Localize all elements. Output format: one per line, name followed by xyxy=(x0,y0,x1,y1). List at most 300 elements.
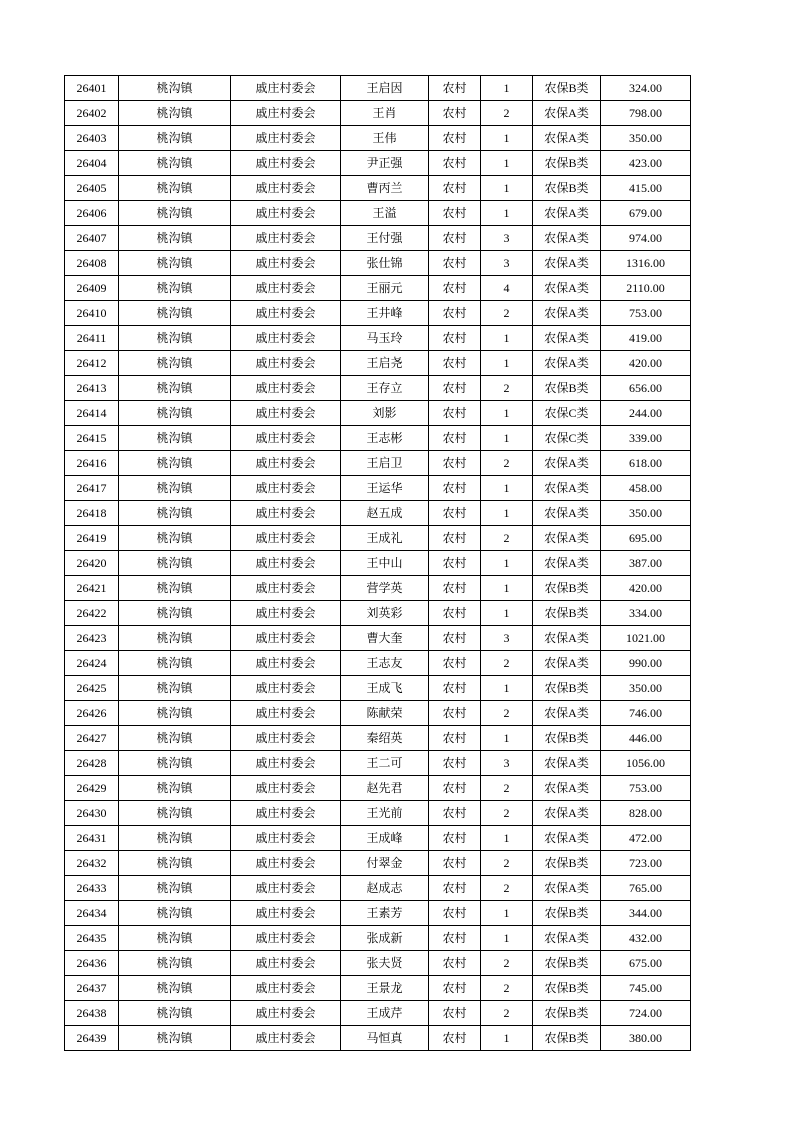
table-row xyxy=(65,676,691,701)
cell-person-count: 2 xyxy=(481,101,533,126)
cell-village-committee: 戚庄村委会 xyxy=(231,851,341,876)
cell-amount: 656.00 xyxy=(601,376,691,401)
cell-person-count: 3 xyxy=(481,626,533,651)
cell-record-id: 26418 xyxy=(65,501,119,526)
cell-household-type: 农村 xyxy=(429,801,481,826)
cell-village-committee: 戚庄村委会 xyxy=(231,526,341,551)
cell-amount: 446.00 xyxy=(601,726,691,751)
cell-insurance-category: 农保A类 xyxy=(533,751,601,776)
cell-record-id: 26422 xyxy=(65,601,119,626)
cell-person-count: 1 xyxy=(481,501,533,526)
table-row xyxy=(65,576,691,601)
cell-village-committee: 戚庄村委会 xyxy=(231,801,341,826)
cell-insurance-category: 农保A类 xyxy=(533,926,601,951)
table-row xyxy=(65,651,691,676)
cell-person-name: 张夫贤 xyxy=(341,951,429,976)
cell-person-count: 2 xyxy=(481,1001,533,1026)
cell-household-type: 农村 xyxy=(429,851,481,876)
table-row xyxy=(65,151,691,176)
cell-amount: 679.00 xyxy=(601,201,691,226)
cell-insurance-category: 农保A类 xyxy=(533,776,601,801)
cell-village-committee: 戚庄村委会 xyxy=(231,826,341,851)
cell-amount: 344.00 xyxy=(601,901,691,926)
cell-person-name: 王肖 xyxy=(341,101,429,126)
cell-village-committee: 戚庄村委会 xyxy=(231,301,341,326)
cell-record-id: 26414 xyxy=(65,401,119,426)
cell-record-id: 26410 xyxy=(65,301,119,326)
cell-record-id: 26417 xyxy=(65,476,119,501)
cell-amount: 423.00 xyxy=(601,151,691,176)
cell-record-id: 26401 xyxy=(65,76,119,101)
cell-household-type: 农村 xyxy=(429,526,481,551)
cell-record-id: 26428 xyxy=(65,751,119,776)
cell-town: 桃沟镇 xyxy=(119,426,231,451)
cell-village-committee: 戚庄村委会 xyxy=(231,501,341,526)
table-row xyxy=(65,251,691,276)
table-body xyxy=(65,76,691,1051)
cell-town: 桃沟镇 xyxy=(119,1001,231,1026)
cell-town: 桃沟镇 xyxy=(119,476,231,501)
cell-record-id: 26438 xyxy=(65,1001,119,1026)
cell-village-committee: 戚庄村委会 xyxy=(231,876,341,901)
cell-town: 桃沟镇 xyxy=(119,276,231,301)
cell-village-committee: 戚庄村委会 xyxy=(231,76,341,101)
table-row xyxy=(65,376,691,401)
cell-village-committee: 戚庄村委会 xyxy=(231,251,341,276)
table-row xyxy=(65,1001,691,1026)
cell-household-type: 农村 xyxy=(429,376,481,401)
cell-insurance-category: 农保A类 xyxy=(533,126,601,151)
cell-town: 桃沟镇 xyxy=(119,751,231,776)
cell-household-type: 农村 xyxy=(429,176,481,201)
cell-household-type: 农村 xyxy=(429,601,481,626)
cell-person-name: 赵先君 xyxy=(341,776,429,801)
table-row xyxy=(65,701,691,726)
cell-person-name: 王成芹 xyxy=(341,1001,429,1026)
table-row xyxy=(65,76,691,101)
cell-village-committee: 戚庄村委会 xyxy=(231,151,341,176)
cell-person-count: 2 xyxy=(481,701,533,726)
cell-person-name: 王成礼 xyxy=(341,526,429,551)
cell-person-count: 2 xyxy=(481,801,533,826)
cell-person-name: 王成飞 xyxy=(341,676,429,701)
table-row xyxy=(65,926,691,951)
cell-amount: 990.00 xyxy=(601,651,691,676)
cell-household-type: 农村 xyxy=(429,201,481,226)
cell-amount: 324.00 xyxy=(601,76,691,101)
cell-insurance-category: 农保A类 xyxy=(533,201,601,226)
table-row xyxy=(65,726,691,751)
cell-record-id: 26424 xyxy=(65,651,119,676)
cell-person-name: 王丽元 xyxy=(341,276,429,301)
cell-village-committee: 戚庄村委会 xyxy=(231,226,341,251)
cell-person-name: 王启尧 xyxy=(341,351,429,376)
cell-person-name: 王溢 xyxy=(341,201,429,226)
cell-household-type: 农村 xyxy=(429,1001,481,1026)
cell-insurance-category: 农保C类 xyxy=(533,401,601,426)
cell-person-name: 陈献荣 xyxy=(341,701,429,726)
cell-household-type: 农村 xyxy=(429,876,481,901)
cell-household-type: 农村 xyxy=(429,351,481,376)
cell-record-id: 26419 xyxy=(65,526,119,551)
cell-insurance-category: 农保A类 xyxy=(533,301,601,326)
cell-insurance-category: 农保C类 xyxy=(533,426,601,451)
cell-household-type: 农村 xyxy=(429,701,481,726)
cell-record-id: 26407 xyxy=(65,226,119,251)
cell-town: 桃沟镇 xyxy=(119,626,231,651)
cell-insurance-category: 农保B类 xyxy=(533,676,601,701)
cell-village-committee: 戚庄村委会 xyxy=(231,676,341,701)
cell-household-type: 农村 xyxy=(429,901,481,926)
cell-record-id: 26403 xyxy=(65,126,119,151)
cell-insurance-category: 农保A类 xyxy=(533,351,601,376)
cell-village-committee: 戚庄村委会 xyxy=(231,126,341,151)
cell-town: 桃沟镇 xyxy=(119,976,231,1001)
table-row xyxy=(65,301,691,326)
cell-person-count: 2 xyxy=(481,451,533,476)
cell-town: 桃沟镇 xyxy=(119,576,231,601)
cell-person-name: 王井峰 xyxy=(341,301,429,326)
cell-village-committee: 戚庄村委会 xyxy=(231,901,341,926)
cell-village-committee: 戚庄村委会 xyxy=(231,751,341,776)
table-row xyxy=(65,501,691,526)
cell-village-committee: 戚庄村委会 xyxy=(231,776,341,801)
cell-town: 桃沟镇 xyxy=(119,851,231,876)
cell-person-count: 2 xyxy=(481,526,533,551)
cell-village-committee: 戚庄村委会 xyxy=(231,926,341,951)
cell-record-id: 26406 xyxy=(65,201,119,226)
table-row xyxy=(65,776,691,801)
cell-person-count: 2 xyxy=(481,776,533,801)
cell-person-count: 1 xyxy=(481,476,533,501)
cell-person-name: 张成新 xyxy=(341,926,429,951)
cell-insurance-category: 农保B类 xyxy=(533,1001,601,1026)
cell-household-type: 农村 xyxy=(429,751,481,776)
cell-amount: 1316.00 xyxy=(601,251,691,276)
cell-town: 桃沟镇 xyxy=(119,926,231,951)
cell-insurance-category: 农保A类 xyxy=(533,101,601,126)
table-row xyxy=(65,551,691,576)
cell-amount: 350.00 xyxy=(601,676,691,701)
cell-person-count: 1 xyxy=(481,901,533,926)
cell-town: 桃沟镇 xyxy=(119,701,231,726)
cell-amount: 350.00 xyxy=(601,501,691,526)
cell-amount: 746.00 xyxy=(601,701,691,726)
cell-town: 桃沟镇 xyxy=(119,501,231,526)
cell-amount: 753.00 xyxy=(601,301,691,326)
cell-town: 桃沟镇 xyxy=(119,801,231,826)
cell-insurance-category: 农保B类 xyxy=(533,951,601,976)
cell-amount: 458.00 xyxy=(601,476,691,501)
cell-person-name: 王景龙 xyxy=(341,976,429,1001)
cell-person-name: 王存立 xyxy=(341,376,429,401)
cell-record-id: 26432 xyxy=(65,851,119,876)
cell-household-type: 农村 xyxy=(429,151,481,176)
cell-household-type: 农村 xyxy=(429,251,481,276)
cell-household-type: 农村 xyxy=(429,1026,481,1051)
cell-amount: 472.00 xyxy=(601,826,691,851)
cell-household-type: 农村 xyxy=(429,301,481,326)
cell-insurance-category: 农保B类 xyxy=(533,1026,601,1051)
cell-person-name: 王运华 xyxy=(341,476,429,501)
cell-household-type: 农村 xyxy=(429,326,481,351)
cell-person-count: 2 xyxy=(481,951,533,976)
cell-village-committee: 戚庄村委会 xyxy=(231,726,341,751)
cell-village-committee: 戚庄村委会 xyxy=(231,626,341,651)
table-row xyxy=(65,601,691,626)
cell-amount: 339.00 xyxy=(601,426,691,451)
table-row xyxy=(65,226,691,251)
cell-village-committee: 戚庄村委会 xyxy=(231,326,341,351)
cell-amount: 1056.00 xyxy=(601,751,691,776)
table-row xyxy=(65,976,691,1001)
cell-insurance-category: 农保A类 xyxy=(533,526,601,551)
table-row xyxy=(65,126,691,151)
cell-record-id: 26431 xyxy=(65,826,119,851)
table-row xyxy=(65,851,691,876)
cell-household-type: 农村 xyxy=(429,451,481,476)
cell-insurance-category: 农保B类 xyxy=(533,851,601,876)
table-row xyxy=(65,426,691,451)
cell-village-committee: 戚庄村委会 xyxy=(231,451,341,476)
cell-person-name: 马恒真 xyxy=(341,1026,429,1051)
cell-town: 桃沟镇 xyxy=(119,201,231,226)
cell-person-count: 4 xyxy=(481,276,533,301)
cell-person-name: 营学英 xyxy=(341,576,429,601)
cell-insurance-category: 农保A类 xyxy=(533,326,601,351)
cell-record-id: 26409 xyxy=(65,276,119,301)
cell-village-committee: 戚庄村委会 xyxy=(231,176,341,201)
cell-person-name: 王启卫 xyxy=(341,451,429,476)
table-row xyxy=(65,901,691,926)
cell-amount: 753.00 xyxy=(601,776,691,801)
cell-record-id: 26408 xyxy=(65,251,119,276)
cell-person-count: 1 xyxy=(481,176,533,201)
table-row xyxy=(65,526,691,551)
cell-household-type: 农村 xyxy=(429,951,481,976)
cell-person-count: 1 xyxy=(481,551,533,576)
cell-village-committee: 戚庄村委会 xyxy=(231,401,341,426)
cell-village-committee: 戚庄村委会 xyxy=(231,426,341,451)
cell-town: 桃沟镇 xyxy=(119,126,231,151)
table-row xyxy=(65,1026,691,1051)
cell-record-id: 26436 xyxy=(65,951,119,976)
cell-insurance-category: 农保A类 xyxy=(533,476,601,501)
cell-town: 桃沟镇 xyxy=(119,176,231,201)
cell-insurance-category: 农保B类 xyxy=(533,576,601,601)
cell-household-type: 农村 xyxy=(429,626,481,651)
cell-village-committee: 戚庄村委会 xyxy=(231,1026,341,1051)
cell-person-count: 2 xyxy=(481,876,533,901)
cell-town: 桃沟镇 xyxy=(119,151,231,176)
cell-amount: 675.00 xyxy=(601,951,691,976)
cell-village-committee: 戚庄村委会 xyxy=(231,976,341,1001)
cell-insurance-category: 农保A类 xyxy=(533,651,601,676)
cell-household-type: 农村 xyxy=(429,476,481,501)
cell-amount: 387.00 xyxy=(601,551,691,576)
cell-amount: 745.00 xyxy=(601,976,691,1001)
cell-household-type: 农村 xyxy=(429,76,481,101)
cell-person-count: 2 xyxy=(481,976,533,1001)
cell-town: 桃沟镇 xyxy=(119,726,231,751)
cell-town: 桃沟镇 xyxy=(119,301,231,326)
cell-person-count: 1 xyxy=(481,76,533,101)
insurance-roster-table xyxy=(64,75,691,1051)
cell-household-type: 农村 xyxy=(429,551,481,576)
cell-insurance-category: 农保A类 xyxy=(533,801,601,826)
cell-household-type: 农村 xyxy=(429,676,481,701)
cell-town: 桃沟镇 xyxy=(119,551,231,576)
cell-household-type: 农村 xyxy=(429,401,481,426)
cell-record-id: 26420 xyxy=(65,551,119,576)
cell-insurance-category: 农保B类 xyxy=(533,901,601,926)
cell-record-id: 26425 xyxy=(65,676,119,701)
cell-person-count: 1 xyxy=(481,576,533,601)
cell-person-count: 1 xyxy=(481,676,533,701)
cell-amount: 723.00 xyxy=(601,851,691,876)
cell-record-id: 26434 xyxy=(65,901,119,926)
cell-amount: 415.00 xyxy=(601,176,691,201)
cell-household-type: 农村 xyxy=(429,726,481,751)
cell-person-count: 1 xyxy=(481,426,533,451)
cell-person-name: 付翠金 xyxy=(341,851,429,876)
cell-household-type: 农村 xyxy=(429,501,481,526)
cell-amount: 334.00 xyxy=(601,601,691,626)
cell-amount: 380.00 xyxy=(601,1026,691,1051)
cell-record-id: 26423 xyxy=(65,626,119,651)
cell-person-count: 1 xyxy=(481,326,533,351)
cell-person-name: 王伟 xyxy=(341,126,429,151)
cell-insurance-category: 农保A类 xyxy=(533,251,601,276)
cell-amount: 1021.00 xyxy=(601,626,691,651)
cell-amount: 618.00 xyxy=(601,451,691,476)
table-row xyxy=(65,951,691,976)
cell-person-count: 2 xyxy=(481,651,533,676)
cell-person-count: 1 xyxy=(481,151,533,176)
table-row xyxy=(65,401,691,426)
cell-village-committee: 戚庄村委会 xyxy=(231,951,341,976)
cell-town: 桃沟镇 xyxy=(119,376,231,401)
cell-person-name: 王付强 xyxy=(341,226,429,251)
cell-amount: 420.00 xyxy=(601,576,691,601)
cell-person-name: 王二可 xyxy=(341,751,429,776)
table-row xyxy=(65,276,691,301)
cell-household-type: 农村 xyxy=(429,776,481,801)
cell-record-id: 26437 xyxy=(65,976,119,1001)
table-row xyxy=(65,351,691,376)
cell-amount: 244.00 xyxy=(601,401,691,426)
cell-amount: 828.00 xyxy=(601,801,691,826)
cell-insurance-category: 农保A类 xyxy=(533,501,601,526)
cell-town: 桃沟镇 xyxy=(119,76,231,101)
cell-town: 桃沟镇 xyxy=(119,1026,231,1051)
cell-village-committee: 戚庄村委会 xyxy=(231,1001,341,1026)
cell-record-id: 26426 xyxy=(65,701,119,726)
cell-amount: 419.00 xyxy=(601,326,691,351)
cell-amount: 2110.00 xyxy=(601,276,691,301)
cell-person-name: 王成峰 xyxy=(341,826,429,851)
cell-household-type: 农村 xyxy=(429,126,481,151)
cell-household-type: 农村 xyxy=(429,226,481,251)
cell-person-count: 3 xyxy=(481,226,533,251)
cell-person-name: 秦绍英 xyxy=(341,726,429,751)
cell-person-name: 刘英彩 xyxy=(341,601,429,626)
cell-town: 桃沟镇 xyxy=(119,951,231,976)
cell-town: 桃沟镇 xyxy=(119,776,231,801)
table-row xyxy=(65,101,691,126)
table-row xyxy=(65,476,691,501)
cell-insurance-category: 农保A类 xyxy=(533,551,601,576)
cell-town: 桃沟镇 xyxy=(119,251,231,276)
cell-person-name: 王中山 xyxy=(341,551,429,576)
cell-insurance-category: 农保B类 xyxy=(533,151,601,176)
table-row xyxy=(65,876,691,901)
cell-amount: 765.00 xyxy=(601,876,691,901)
cell-household-type: 农村 xyxy=(429,276,481,301)
cell-record-id: 26439 xyxy=(65,1026,119,1051)
cell-village-committee: 戚庄村委会 xyxy=(231,476,341,501)
cell-insurance-category: 农保A类 xyxy=(533,626,601,651)
cell-amount: 695.00 xyxy=(601,526,691,551)
cell-person-name: 赵五成 xyxy=(341,501,429,526)
cell-amount: 724.00 xyxy=(601,1001,691,1026)
cell-record-id: 26415 xyxy=(65,426,119,451)
cell-person-name: 尹正强 xyxy=(341,151,429,176)
cell-record-id: 26429 xyxy=(65,776,119,801)
cell-record-id: 26411 xyxy=(65,326,119,351)
cell-household-type: 农村 xyxy=(429,926,481,951)
cell-amount: 350.00 xyxy=(601,126,691,151)
cell-record-id: 26427 xyxy=(65,726,119,751)
cell-person-name: 王启因 xyxy=(341,76,429,101)
cell-household-type: 农村 xyxy=(429,651,481,676)
cell-person-count: 1 xyxy=(481,201,533,226)
cell-insurance-category: 农保B类 xyxy=(533,726,601,751)
cell-town: 桃沟镇 xyxy=(119,351,231,376)
cell-household-type: 农村 xyxy=(429,976,481,1001)
cell-person-name: 王志友 xyxy=(341,651,429,676)
cell-record-id: 26405 xyxy=(65,176,119,201)
cell-amount: 798.00 xyxy=(601,101,691,126)
cell-insurance-category: 农保B类 xyxy=(533,176,601,201)
cell-insurance-category: 农保B类 xyxy=(533,376,601,401)
cell-insurance-category: 农保A类 xyxy=(533,226,601,251)
cell-record-id: 26416 xyxy=(65,451,119,476)
cell-person-count: 2 xyxy=(481,851,533,876)
cell-village-committee: 戚庄村委会 xyxy=(231,551,341,576)
cell-town: 桃沟镇 xyxy=(119,401,231,426)
cell-town: 桃沟镇 xyxy=(119,451,231,476)
cell-record-id: 26402 xyxy=(65,101,119,126)
cell-household-type: 农村 xyxy=(429,826,481,851)
cell-village-committee: 戚庄村委会 xyxy=(231,376,341,401)
cell-record-id: 26421 xyxy=(65,576,119,601)
cell-insurance-category: 农保A类 xyxy=(533,701,601,726)
cell-person-name: 赵成志 xyxy=(341,876,429,901)
cell-person-count: 1 xyxy=(481,601,533,626)
cell-town: 桃沟镇 xyxy=(119,826,231,851)
cell-village-committee: 戚庄村委会 xyxy=(231,651,341,676)
cell-village-committee: 戚庄村委会 xyxy=(231,201,341,226)
cell-insurance-category: 农保B类 xyxy=(533,976,601,1001)
cell-person-name: 张仕锦 xyxy=(341,251,429,276)
cell-person-name: 曹丙兰 xyxy=(341,176,429,201)
table-row xyxy=(65,826,691,851)
cell-person-count: 1 xyxy=(481,401,533,426)
cell-person-name: 王志彬 xyxy=(341,426,429,451)
cell-insurance-category: 农保A类 xyxy=(533,826,601,851)
cell-village-committee: 戚庄村委会 xyxy=(231,701,341,726)
